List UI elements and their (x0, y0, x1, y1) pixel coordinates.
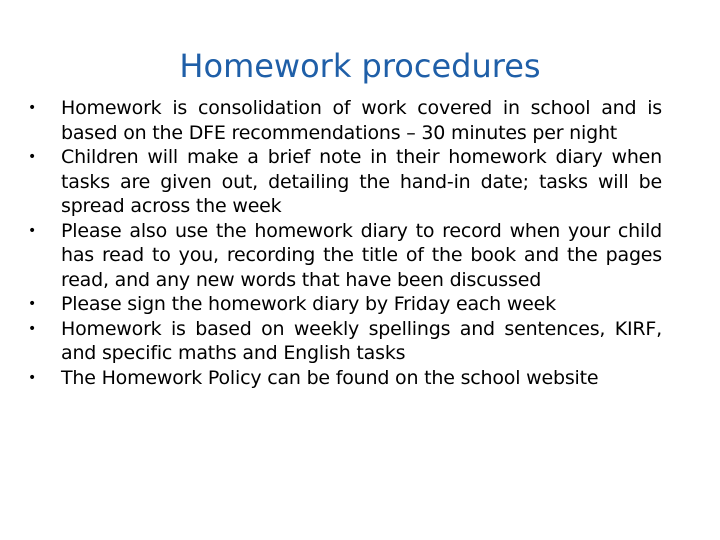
bullet-text: Please also use the homework diary to record when your child has read to you, recording the title of the book and the pages read, and any new words that have been discussed (61, 219, 662, 291)
bullet-item (26, 292, 662, 317)
bullet-item (26, 219, 662, 293)
bullet-text: Children will make a brief note in their homework diary when tasks are given out, detailing the hand-in date; tasks will be spread across the week (61, 146, 662, 217)
bullet-text: The Homework Policy can be found on the school website (61, 366, 599, 389)
bullet-item (26, 96, 662, 145)
bullet-dot-icon: • (27, 320, 37, 337)
bullet-dot-icon: • (27, 149, 37, 165)
bullet-dot-icon: • (27, 369, 37, 386)
bullet-item (26, 145, 662, 219)
bullet-text: Homework is consolidation of work covered in school and is based on the DFE recommendations – 30 minutes per night (61, 97, 662, 144)
bullet-text: Homework is based on weekly spellings and sentences, KIRF, and specific maths and English tasks (61, 317, 662, 364)
bullet-list (26, 96, 662, 390)
slide-title: Homework procedures (179, 47, 541, 85)
bullet-dot-icon: • (27, 222, 37, 239)
bullet-dot-icon: • (27, 100, 37, 116)
bullet-dot-icon: • (27, 296, 37, 312)
bullet-item (26, 366, 662, 391)
bullet-item (26, 317, 662, 366)
bullet-text: Please sign the homework diary by Friday each week (61, 293, 556, 315)
